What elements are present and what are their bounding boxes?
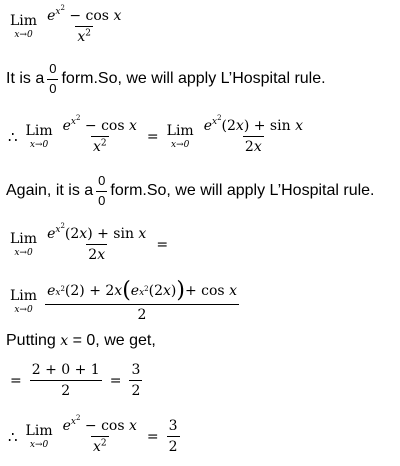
term: − cos [64,8,109,24]
fraction [167,418,180,455]
term: ) [170,282,177,299]
term: x [295,118,303,134]
text: = 0, we get, [68,332,156,349]
lim-subscript: x→0 [14,29,33,40]
expression-6 [8,414,180,456]
limit-operator [10,289,37,315]
lim-subscript: x→0 [29,139,49,150]
lim-word: Lim [25,422,53,439]
term: x [55,288,61,298]
term: 2 [85,28,92,39]
term: e [62,418,71,434]
fraction [129,362,142,399]
denominator: 0 [98,192,106,208]
text-line-1 [6,62,326,97]
text: It is a [6,70,45,88]
term: x [77,29,86,46]
term: − cos [80,118,125,134]
fraction [45,222,148,264]
numerator: 2 + 0 + 1 [31,362,100,378]
denominator: 2 [167,436,180,455]
denominator [91,436,109,455]
numerator [45,4,123,26]
numerator [45,280,239,304]
term: x [129,118,137,134]
term: 2 [75,414,81,423]
equals-sign: = [156,236,169,253]
text-line-2 [6,174,375,209]
term: ) + sin [243,118,291,134]
text: Putting [6,332,61,349]
term: x [212,117,218,128]
lim-subscript: x→0 [14,247,33,258]
term: x [139,288,145,298]
term: x [114,282,123,299]
expression-3 [10,222,176,264]
expression-1 [10,4,123,46]
limit-operator [26,124,53,150]
term: x [97,247,106,264]
term: 2 [100,138,107,149]
term: x [229,282,237,299]
zero-fraction [47,62,58,97]
numerator: 3 [168,418,178,434]
term: x [253,139,262,156]
denominator: 0 [49,80,57,96]
equals-sign: = [146,428,159,445]
denominator: 2 [45,304,239,323]
term: 2 [75,114,81,123]
right-paren: ) [176,278,185,303]
lim-word: Lim [10,230,38,247]
denominator [75,26,93,45]
term: 2 [88,247,98,264]
term: e [47,226,56,242]
fraction [61,414,139,456]
term: x [79,226,88,242]
numerator [45,222,148,244]
lim-word: Lim [25,122,53,139]
numerator [202,114,305,136]
term: x [55,225,61,236]
term: x [138,226,147,242]
term: + cos [184,282,225,299]
numerator: 0 [98,173,106,188]
term: e [130,282,140,299]
text: form.So, we will apply L’Hospital rule. [61,70,326,88]
numerator: 0 [49,61,57,76]
term: x [92,439,101,456]
limit-operator [167,124,194,150]
therefore-symbol: ∴ [8,427,18,446]
fraction [202,114,305,156]
term: 2 [244,139,254,156]
lim-word: Lim [10,12,38,29]
fraction [45,4,123,46]
term: x [70,417,76,428]
equals-sign: = [10,372,22,389]
therefore-symbol: ∴ [8,127,18,146]
fraction [61,114,139,156]
term: 2 [100,438,107,449]
term: x [55,7,61,18]
term: e [203,118,212,134]
term: 2 [60,4,65,13]
limit-operator [10,232,37,258]
denominator [86,244,107,263]
term: x [163,282,171,299]
limit-operator [26,424,53,450]
term: − cos [80,418,125,434]
equals-sign: = [146,128,159,145]
term: 2 [60,222,65,231]
expression-5 [10,362,142,399]
term: x [70,117,76,128]
numerator [61,114,139,136]
lim-subscript: x→0 [29,439,49,450]
term: (2) + 2 [64,282,115,299]
lim-subscript: x→0 [171,139,190,150]
left-paren: ( [122,278,131,303]
text-line-3 [6,332,156,350]
denominator: 2 [129,380,142,399]
lim-word: Lim [10,287,38,304]
term: 2 [60,285,65,293]
equals-sign: = [109,372,122,389]
term: 2 [217,114,222,123]
limit-operator [10,14,37,40]
numerator [61,414,139,436]
term: x [113,8,122,24]
term: e [62,118,71,134]
term: (2 [64,226,80,242]
term: 2 [144,285,149,293]
term: x [235,118,244,134]
term: e [47,282,56,299]
zero-fraction [96,174,107,209]
denominator [243,136,264,155]
term: ) + sin [87,226,134,242]
expression-4 [10,280,239,323]
term: x [129,418,137,434]
term: (2 [221,118,236,134]
denominator [91,136,109,155]
fraction [45,280,239,323]
text: Again, it is a [6,182,94,200]
term: x [92,139,101,156]
term: x [60,333,69,349]
text: form.So, we will apply L’Hospital rule. [110,182,375,200]
term: (2 [148,282,163,299]
fraction [30,362,102,399]
numerator: 3 [131,362,141,378]
expression-2 [8,114,305,156]
lim-word: Lim [166,122,194,139]
lim-subscript: x→0 [14,304,33,315]
term: e [47,8,56,24]
denominator: 2 [30,380,102,399]
